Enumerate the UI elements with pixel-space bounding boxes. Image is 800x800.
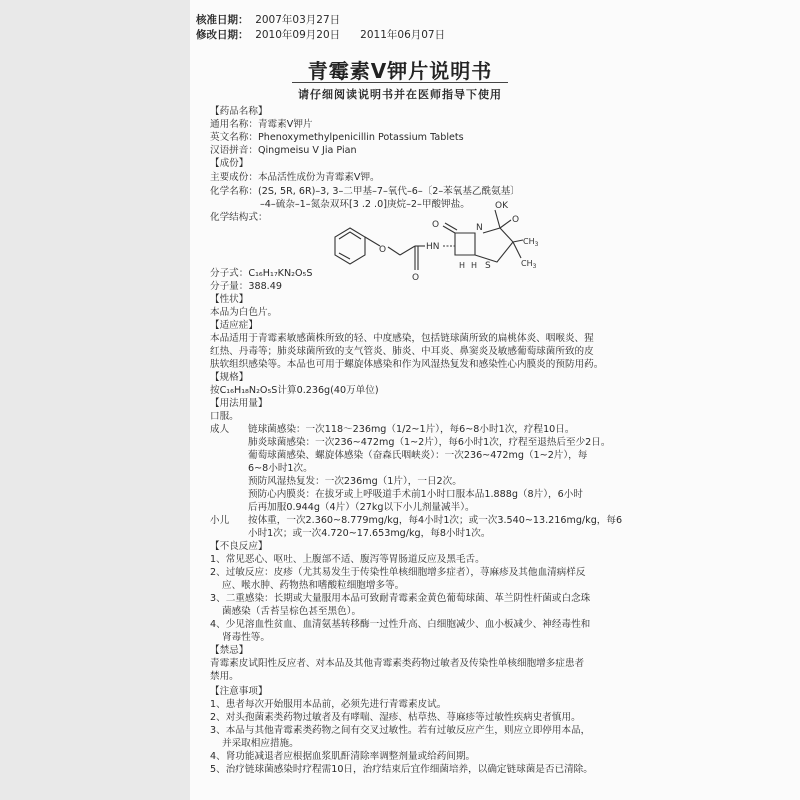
sulfur-label: S xyxy=(485,261,491,271)
section-header-adverse: 【不良反应】 xyxy=(210,541,268,552)
section-header-composition: 【成份】 xyxy=(210,158,249,169)
approval-date-row xyxy=(196,14,340,26)
beta-lactam-ring xyxy=(455,233,475,255)
precaution-line: 5、治疗链球菌感染时疗程需10日，治疗结束后宜作细菌培养，以确定链球菌是否已清除。 xyxy=(210,764,593,775)
revision-date-row xyxy=(196,29,445,41)
indications-line: 红热、丹毒等；肺炎球菌所致的支气管炎、肺炎、中耳炎、鼻窦炎及敏感葡萄球菌所致的皮 xyxy=(210,346,594,357)
child-dosage-line: 小时1次；或一次4.720~17.653mg/kg，每8小时1次。 xyxy=(248,528,491,539)
ether-oxygen-label: O xyxy=(379,245,387,255)
title-underline xyxy=(292,82,508,83)
adverse-line: 1、常见恶心、呕吐、上腹部不适、腹泻等胃肠道反应及黑毛舌。 xyxy=(210,554,485,565)
amide-oxygen-label: O xyxy=(412,273,420,283)
section-header-spec: 【规格】 xyxy=(210,372,249,383)
molecular-formula: 分子式：C₁₆H₁₇KN₂O₅S xyxy=(210,268,313,279)
adverse-line: 菌感染（舌苔呈棕色甚至黑色）。 xyxy=(222,606,362,617)
adverse-line: 2、过敏反应：皮疹（尤其易发生于传染性单核细胞增多症者），荨麻疹及其他血清病样反 xyxy=(210,567,586,578)
molecular-weight: 分子量：388.49 xyxy=(210,281,282,292)
thiazolidine-ring xyxy=(475,228,513,262)
dosage-route: 口服。 xyxy=(210,411,239,422)
precaution-line: 并采取相应措施。 xyxy=(222,738,299,749)
ch2-bond xyxy=(388,247,400,255)
chemical-structure-diagram xyxy=(325,200,545,295)
methyl-bond-2 xyxy=(513,242,521,258)
carboxyl-bond xyxy=(495,210,500,228)
lactam-carbonyl-double xyxy=(445,223,457,230)
adult-dosage-line: 葡萄球菌感染、螺旋体感染（奋森氏咽峡炎）：一次236~472mg（1~2片），每 xyxy=(248,450,588,461)
approval-label: 核准日期： xyxy=(196,14,249,26)
ring-nitrogen-label: N xyxy=(476,223,483,233)
indications-line: 肤软组织感染等。本品也可用于螺旋体感染和作为风湿热复发和感染性心内膜炎的预防用药。 xyxy=(210,359,604,370)
section-header-precautions: 【注意事项】 xyxy=(210,686,268,697)
contra-line: 禁用。 xyxy=(210,671,239,682)
adult-dosage-line: 预防心内膜炎：在拔牙或上呼吸道手术前1小时口服本品1.888g（8片），6小时 xyxy=(248,489,583,500)
chemical-name-line-2: –4–硫杂–1–氮杂双环[3 .2 .0]庚烷–2–甲酸钾盐。 xyxy=(260,199,470,210)
carboxyl-o-bond xyxy=(500,220,511,228)
adverse-line: 4、少见溶血性贫血、血清氨基转移酶一过性升高、白细胞减少、血小板减少、神经毒性和 xyxy=(210,619,591,630)
adverse-line: 应、喉水肿、药物热和嗜酸粒细胞增多等。 xyxy=(222,580,405,591)
precaution-line: 4、肾功能减退者应根据血浆肌酐清除率调整剂量或给药间期。 xyxy=(210,751,476,762)
child-label: 小儿 xyxy=(210,515,230,526)
revision-label: 修改日期： xyxy=(196,29,249,41)
adult-dosage-line: 6~8小时1次。 xyxy=(248,463,313,474)
approval-date: 2007年03月27日 xyxy=(255,14,341,26)
main-ingredient: 主要成份：本品活性成份为青霉素V钾。 xyxy=(210,172,380,183)
revision-date-2: 2011年06月07日 xyxy=(360,29,446,41)
methyl-bond-1 xyxy=(513,240,523,242)
adult-dosage-line: 预防风湿热复发：一次236mg（1片），一日2次。 xyxy=(248,476,462,487)
carboxyl-oxygen-label: O xyxy=(512,215,520,225)
adverse-line: 肾毒性等。 xyxy=(222,632,270,643)
english-name: 英文名称：Phenoxymethylpenicillin Potassium Tablets xyxy=(210,132,464,143)
stereo-h-label-2: H xyxy=(471,261,478,270)
chemical-name-line-1: 化学名称：(2S, 5R, 6R)–3, 3–二甲基–7–氧代–6–〔2–苯氧基乙酰氨基〕 xyxy=(210,186,520,197)
amide-nh-label: HN xyxy=(426,242,440,252)
adverse-line: 3、二重感染：长期或大量服用本品可致耐青霉素金黄色葡萄球菌、革兰阴性杆菌或白念珠 xyxy=(210,593,591,604)
lactam-oxygen-label: O xyxy=(432,220,440,230)
adult-dosage-line: 肺炎球菌感染：一次236~472mg（1~2片），每6小时1次，疗程至退热后至少2日。 xyxy=(248,437,611,448)
adult-label: 成人 xyxy=(210,424,230,435)
carboxylate-label: OK xyxy=(495,201,508,211)
lactam-carbonyl xyxy=(443,226,455,233)
child-dosage-line: 按体重，一次2.360~8.779mg/kg，每4小时1次；或一次3.540~13.216mg/kg，每6 xyxy=(248,515,623,526)
appearance-text: 本品为白色片。 xyxy=(210,307,278,318)
aryl-o-bond xyxy=(365,237,380,246)
carbonyl-bond xyxy=(400,246,415,255)
section-header-contraindications: 【禁忌】 xyxy=(210,645,249,656)
generic-name: 通用名称：青霉素V钾片 xyxy=(210,119,313,130)
contra-line: 青霉素皮试阳性反应者、对本品及其他青霉素类药物过敏者及传染性单核细胞增多症患者 xyxy=(210,658,585,669)
document-title: 青霉素V钾片说明书 xyxy=(307,59,493,83)
spec-text: 按C₁₆H₁₈N₂O₅S计算0.236g(40万单位) xyxy=(210,385,379,396)
structure-label: 化学结构式： xyxy=(210,212,268,223)
section-header-drug-name: 【药品名称】 xyxy=(210,106,268,117)
precaution-line: 3、本品与其他青霉素类药物之间有交叉过敏性。若有过敏反应产生，则应立即停用本品， xyxy=(210,725,591,736)
pinyin-name: 汉语拼音：Qingmeisu V Jia Pian xyxy=(210,145,357,156)
document-subtitle: 请仔细阅读说明书并在医师指导下使用 xyxy=(298,88,502,101)
methyl-label-2: $CH_3$ xyxy=(521,259,537,270)
section-header-indications: 【适应症】 xyxy=(210,320,258,331)
adult-dosage-line: 链球菌感染：一次118～236mg（1/2~1片），每6~8小时1次，疗程10日。 xyxy=(248,424,575,435)
precaution-line: 2、对头孢菌素类药物过敏者及有哮喘、湿疹、枯草热、荨麻疹等过敏性疾病史者慎用。 xyxy=(210,712,581,723)
section-header-dosage: 【用法用量】 xyxy=(210,398,268,409)
revision-date-1: 2010年09月20日 xyxy=(255,29,341,41)
indications-line: 本品适用于青霉素敏感菌株所致的轻、中度感染，包括链球菌所致的扁桃体炎、咽喉炎、猩 xyxy=(210,333,594,344)
methyl-label-1: $CH_3$ xyxy=(523,237,539,248)
stereo-h-label-1: H xyxy=(459,261,466,270)
adult-dosage-line: 后再加服0.944g（4片）（27kg以下小儿剂量减半）。 xyxy=(248,502,475,513)
precaution-line: 1、患者每次开始服用本品前，必须先进行青霉素皮试。 xyxy=(210,699,447,710)
section-header-appearance: 【性状】 xyxy=(210,294,249,305)
